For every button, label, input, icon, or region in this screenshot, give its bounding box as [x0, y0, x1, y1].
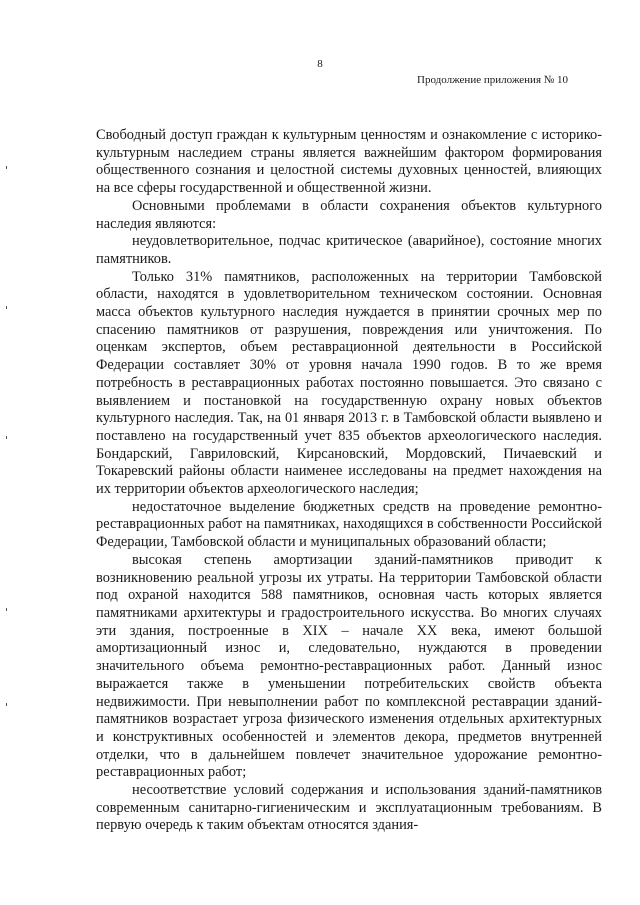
paragraph-technical-state: Только 31% памятников, расположенных на территории Тамбовской области, находятся в удовлетворительном техническом состоянии. Основная масса объектов культурного наследия нуждается в принятии срочных мер по спасению памятников от разрушения, повреждения или уничтожения. По оценкам экспертов, объем реставрационной деятельности в Российской Федерации составляет 30% от уровня начала 1990 годов. В то же время потребность в реставрационных работах постоянно повышается. Это связано с выявлением и постановкой на государственную охрану новых объектов культурного наследия. Так, на 01 января 2013 г. в Тамбовской области выявлено и поставлено на государственный учет 835 объектов археологического наследия. Бондарский, Гавриловский, Кирсановский, Мордовский, Пичаевский и Токаревский районы области наименее исследованы на предмет нахождения на их территории объектов археологического наследия;: [96, 268, 602, 498]
scan-margin-mark: [6, 436, 7, 439]
paragraph-access-to-heritage: Свободный доступ граждан к культурным ценностям и ознакомление с историко-культурным наследием страны является важнейшим фактором формирования общественного сознания и целостной системы духовных ценностей, влияющих на все сферы государственной и общественной жизни.: [96, 127, 602, 197]
scan-margin-mark: [6, 608, 7, 611]
scan-margin-mark: [6, 306, 7, 309]
appendix-continuation-header: Продолжение приложения № 10: [417, 74, 568, 86]
paragraph-insufficient-funding: недостаточное выделение бюджетных средств на проведение ремонтно-реставрационных работ на памятниках, находящихся в собственности Российской Федерации, Тамбовской области и муниципальных образований области;: [96, 498, 602, 551]
paragraph-nonconformity: несоответствие условий содержания и использования зданий-памятников современным санитарно-гигиеническим и эксплуатационным требованиям. В первую очередь к таким объектам относятся здания-: [96, 782, 602, 834]
paragraph-depreciation: высокая степень амортизации зданий-памятников приводит к возникновению реальной угрозы их утраты. На территории Тамбовской области под охраной находится 588 памятников, основная часть которых является памятниками архитектуры и градостроительного искусства. Во многих случаях эти здания, построенные в XIX – начале XX века, имеют большой амортизационный износ и, следовательно, нуждаются в проведении значительного объема ремонтно-реставрационных работ. Данный износ выражается также в уменьшении потребительских свойств объекта недвижимости. При невыполнении работ по комплексной реставрации зданий-памятников возрастает угроза физического изменения отдельных архитектурных и конструктивных особенностей и элементов декора, предметов внутренней отделки, что в дальнейшем повлечет значительное удорожание ремонтно-реставрационных работ;: [96, 551, 602, 781]
paragraph-critical-condition: неудовлетворительное, подчас критическое (аварийное), состояние многих памятников.: [96, 233, 602, 267]
paragraph-main-problems-intro: Основными проблемами в области сохранения объектов культурного наследия являются:: [96, 197, 602, 232]
document-body: [96, 127, 602, 835]
page-number: 8: [317, 58, 323, 70]
scan-margin-mark: [6, 166, 7, 169]
scan-margin-mark: [6, 703, 7, 706]
